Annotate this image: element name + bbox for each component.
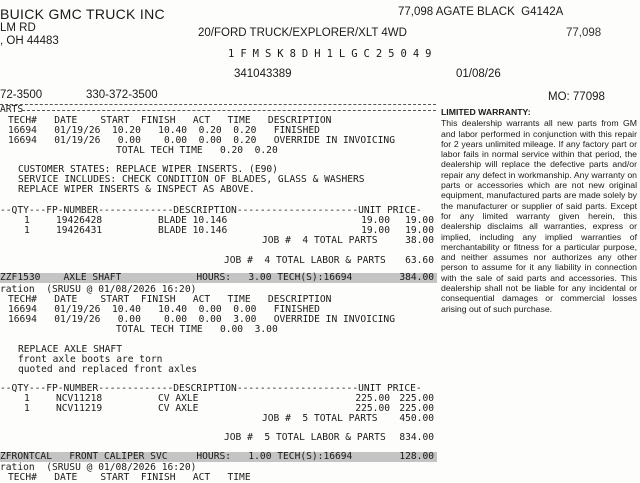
total-parts-value: 450.00 — [399, 413, 434, 424]
part-description: CV AXLE — [158, 403, 199, 414]
part-number: NCV11218 — [56, 393, 103, 404]
vehicle-line: 20/FORD TRUCK/EXPLORER/XLT 4WD — [198, 27, 407, 39]
divider — [0, 104, 436, 105]
parts-header: --QTY---FP-NUMBER-------------DESCRIPTION---------------------UNIT PRICE- — [0, 383, 422, 394]
part-extended: 19.00 — [405, 225, 434, 236]
note-line: REPLACE WIPER INSERTS & INSPECT AS ABOVE. — [18, 184, 255, 195]
note-line: REPLACE AXLE SHAFT — [18, 344, 122, 355]
invoice-date: 01/08/26 — [456, 68, 501, 80]
part-qty: 1 — [24, 403, 30, 414]
phone-2: 330-372-3500 — [86, 89, 158, 101]
warranty-title: LIMITED WARRANTY: — [441, 107, 531, 117]
note-line: SERVICE INCLUDES: CHECK CONDITION OF BLADES, GLASS & WASHERS — [18, 174, 365, 185]
part-description: CV AXLE — [158, 393, 199, 404]
mileage-right: 77,098 — [566, 27, 602, 39]
part-extended: 225.00 — [399, 393, 434, 404]
part-extended: 19.00 — [405, 215, 434, 226]
total-labor-label: JOB # 4 TOTAL LABOR & PARTS — [224, 255, 386, 266]
total-parts-value: 38.00 — [405, 235, 434, 246]
warranty-body: This dealership warrants all new parts from GM and labor performed in conjunction with this repair for 2 years unlimited mileage. If any factory part or labor fails in normal service within that period, the dealership will replace the defective parts and/or repair any defect in workmanship. Any warranty on parts or accessories which are not new original equipment, manufactured parts are made solely by the manufacturer or supplier of said parts. Except for any limited warranty given herein, this dealership disclaims all warranties, express or implied, including any implied warranties of merchantability or fitness for a particular purpose, and neither assumes nor authorizes any other person to assume for it any liability in connection with the sale of said parts and accessories. This dealership shall not be liable for any incidental or consequential damages or commercial losses arising out of such purchase. — [441, 118, 637, 314]
ration-line: ration (SRUSU @ 01/08/2026 16:20) — [0, 284, 197, 295]
dealer-name: BUICK GMC TRUCK INC — [0, 6, 165, 22]
part-unit-price: 19.00 — [361, 215, 390, 226]
mo-number: MO: 77098 — [548, 91, 605, 103]
parts-header: --QTY---FP-NUMBER-------------DESCRIPTION---------------------UNIT PRICE- — [0, 205, 422, 216]
part-number: NCV11219 — [56, 403, 103, 414]
address-line-1: LM RD — [0, 22, 36, 34]
note-line: quoted and replaced front axles — [18, 364, 198, 375]
tech-header: TECH# DATE START FINISH ACT TIME DESCRIPTION — [8, 115, 332, 126]
part-unit-price: 225.00 — [355, 403, 390, 414]
part-extended: 225.00 — [399, 403, 434, 414]
part-number: 19426431 — [56, 225, 103, 236]
total-labor-value: 834.00 — [399, 432, 434, 443]
note-line: CUSTOMER STATES: REPLACE WIPER INSERTS. (E90) — [18, 164, 278, 175]
tech-row: 16694 01/19/26 0.00 0.00 0.00 0.20 OVERRIDE IN INVOICING — [8, 135, 395, 146]
total-parts-label: JOB # 5 TOTAL PARTS — [262, 413, 378, 424]
part-qty: 1 — [24, 225, 30, 236]
note-line: front axle boots are torn — [18, 354, 163, 365]
phone-1: 72-3500 — [0, 89, 43, 101]
part-description: BLADE 10.146 — [158, 225, 228, 236]
tech-total: TOTAL TECH TIME 0.00 3.00 — [116, 324, 278, 335]
job-band-text: ZZF1530 AXLE SHAFT HOURS: 3.00 TECH(S):16694 — [0, 272, 353, 283]
tech-row: 16694 01/19/26 0.00 0.00 0.00 3.00 OVERRIDE IN INVOICING — [8, 314, 395, 325]
total-labor-value: 63.60 — [405, 255, 434, 266]
job-band-value: 128.00 — [399, 451, 434, 462]
ro-number: 341043389 — [234, 68, 292, 80]
parts-label: ARTS — [0, 104, 24, 115]
tech-row: 16694 01/19/26 10.20 10.40 0.20 0.20 FINISHED — [8, 125, 320, 136]
job-band-text: ZFRONTCAL FRONT CALIPER SVC HOURS: 1.00 TECH(S):16694 — [0, 451, 353, 462]
part-unit-price: 19.00 — [361, 225, 390, 236]
tech-row: 16694 01/19/26 10.40 10.40 0.00 0.00 FINISHED — [8, 304, 320, 315]
part-description: BLADE 10.146 — [158, 215, 228, 226]
vin: 1FMSK8DH1LGC25049 — [228, 48, 438, 60]
mileage-color-stock: 77,098 AGATE BLACK G4142A — [398, 6, 564, 18]
tech-header: TECH# DATE START FINISH ACT TIME — [8, 472, 251, 483]
part-unit-price: 225.00 — [355, 393, 390, 404]
total-parts-label: JOB # 4 TOTAL PARTS — [262, 235, 378, 246]
ration-line: ration (SRUSU @ 01/08/2026 16:20) — [0, 462, 197, 473]
job-band-value: 384.00 — [399, 272, 434, 283]
part-number: 19426428 — [56, 215, 103, 226]
divider — [22, 110, 436, 111]
tech-header: TECH# DATE START FINISH ACT TIME DESCRIPTION — [8, 294, 332, 305]
total-labor-label: JOB # 5 TOTAL LABOR & PARTS — [224, 432, 386, 443]
part-qty: 1 — [24, 393, 30, 404]
limited-warranty — [441, 107, 637, 314]
address-line-2: , OH 44483 — [0, 35, 59, 47]
part-qty: 1 — [24, 215, 30, 226]
tech-total: TOTAL TECH TIME 0.20 0.20 — [116, 145, 278, 156]
